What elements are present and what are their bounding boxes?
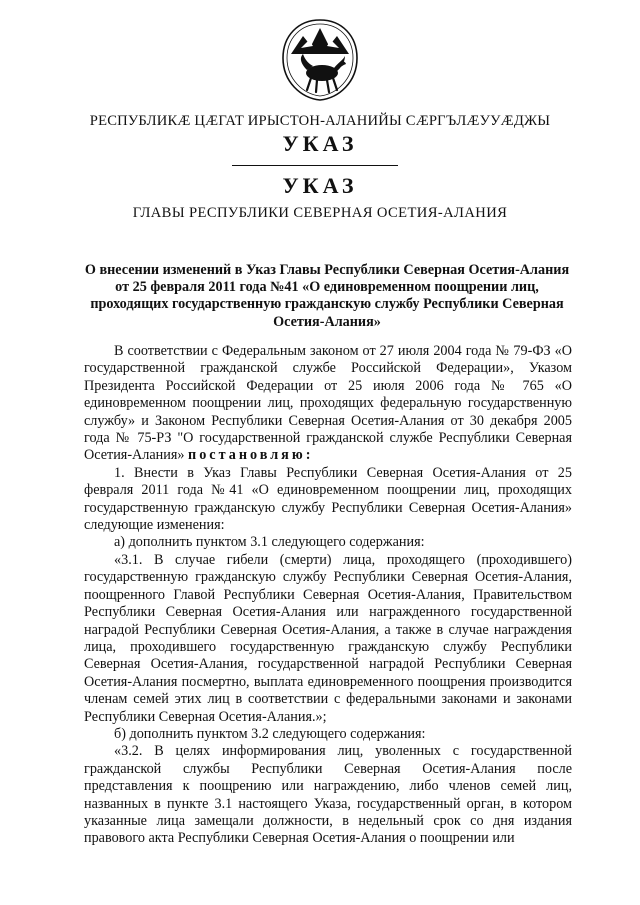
decree-subject: О внесении изменений в Указ Главы Республики Северная Осетия-Алания от 25 февраля 2011 года №41 «О единовременном поощрении лиц, проходящих государственную гражданскую службу Республики Северная Осетия-Алания» (84, 262, 570, 330)
header-russian: ГЛАВЫ РЕСПУБЛИКИ СЕВЕРНАЯ ОСЕТИЯ-АЛАНИЯ (132, 205, 508, 221)
paragraph-1: 1. Внести в Указ Главы Республики Северная Осетия-Алания от 25 февраля 2011 года №41 «О единовременном поощрении лиц, проходящих государственную гражданскую службу Республики Северная Осетия-Алания» следующие изменения: (84, 464, 572, 534)
coat-of-arms-icon (279, 18, 361, 102)
decree-body (84, 343, 572, 848)
preamble-text: В соответствии с Федеральным законом от 27 июля 2004 года № 79-ФЗ «О государственной гражданской службе Российской Федерации», Указом Президента Российской Федерации от 25 июля 2006 года № 765 «О единовременном поощрении лиц, проходящих федеральную государственную службу» и Законом Республики Северная Осетия-Алания от 30 декабря 2005 года № 75-РЗ "О государственной гражданской службе Республики Северная Осетия-Алания» (84, 343, 572, 464)
paragraph-a: а) дополнить пунктом 3.1 следующего содержания: (114, 534, 425, 551)
paragraph-b: б) дополнить пунктом 3.2 следующего содержания: (114, 725, 426, 742)
divider (232, 165, 398, 166)
resolve-phrase: постановляю: (188, 447, 314, 464)
header-ossetian: РЕСПУБЛИКӔ ЦӔГАТ ИРЫСТОН-АЛАНИЙЫ СӔРГЪЛӔУУӔДЖЫ (89, 113, 551, 129)
decree-title-russian: УКАЗ (282, 173, 358, 198)
preamble-paragraph (84, 343, 572, 465)
paragraph-3-1: «3.1. В случае гибели (смерти) лица, проходящего (проходившего) государственную гражданскую службу Республики Северная Осетия-Алания, поощренного Главой Республики Северная Осетия-Алания, Правительством Республики Северная Осетия-Алания или награжденного государственной наградой Республики Северная Осетия-Алания, а также в случае награждения лица, проходившего государственную гражданскую службу Республики Северная Осетия-Алания, государственной наградой Республики Северная Осетия-Алания посмертно, выплата единовременного поощрения производится членам семей этих лиц в соответствии с федеральными законами и законами Республики Северная Осетия-Алания.»; (84, 551, 572, 725)
paragraph-3-2: «3.2. В целях информирования лиц, уволенных с государственной гражданской службы Республики Северная Осетия-Алания после представления к поощрению или награждению, либо членов семей лиц, названных в пункте 3.1 настоящего Указа, государственный орган, в котором указанные лица замещали должности, в недельный срок со дня издания правового акта Республики Северная Осетия-Алания о поощрении или (84, 743, 572, 847)
decree-title-ossetian: УКАЗ (282, 131, 358, 156)
